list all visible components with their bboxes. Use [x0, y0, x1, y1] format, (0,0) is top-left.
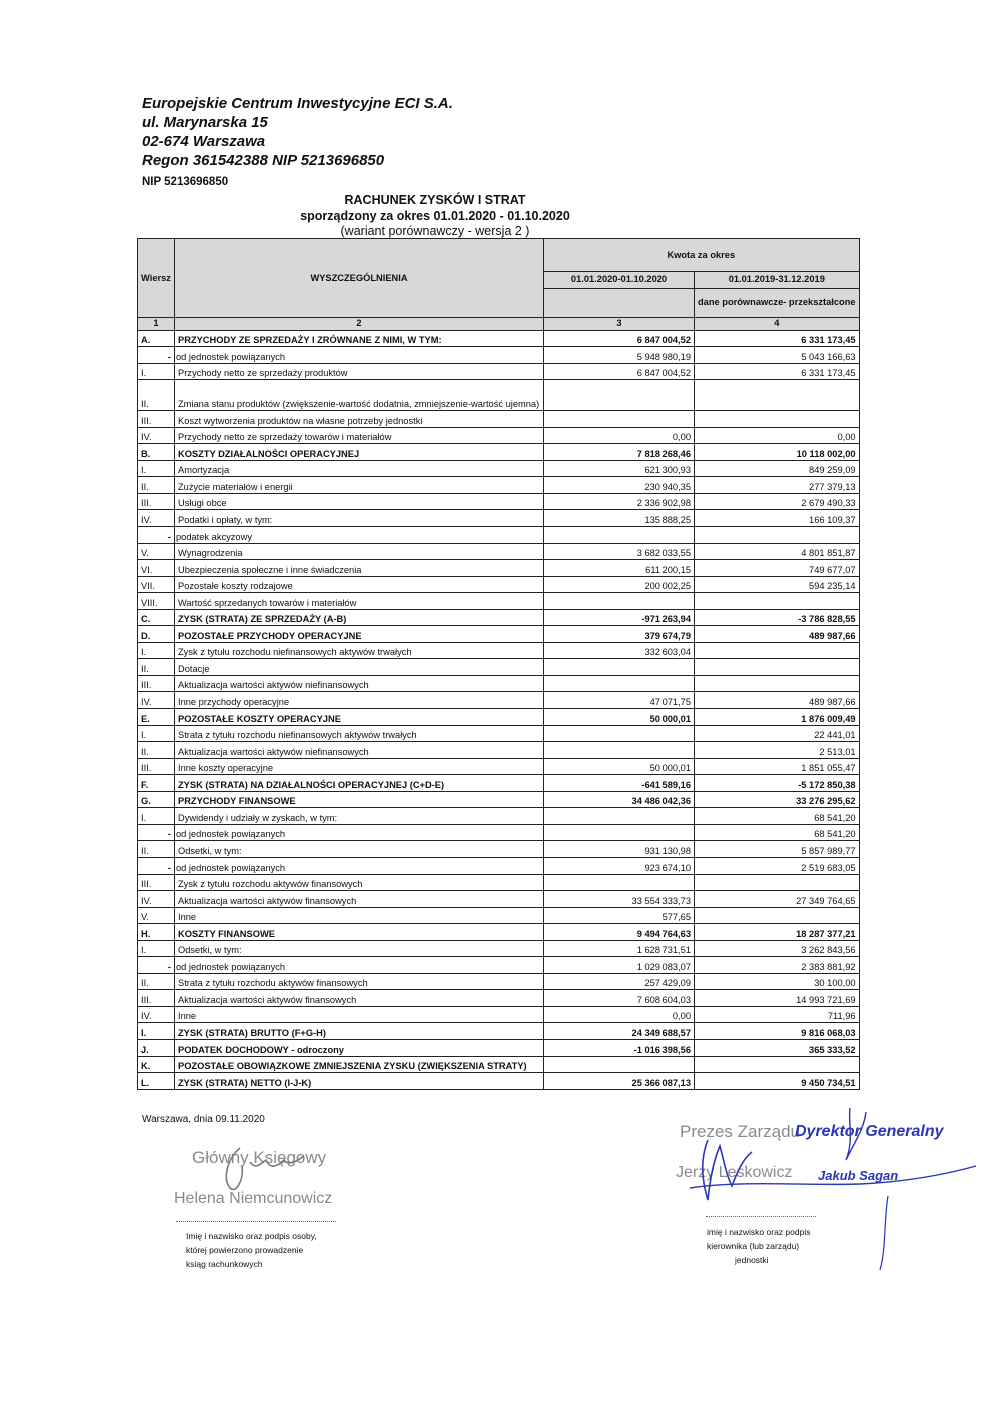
company-header — [142, 94, 453, 170]
row-value-current: 50 000,01 — [544, 709, 695, 726]
table-row — [138, 527, 860, 544]
row-description: Podatki i opłaty, w tym: — [175, 510, 544, 527]
row-value-previous: 365 333,52 — [695, 1039, 860, 1056]
row-value-current: 2 336 902,98 — [544, 493, 695, 510]
row-value-current: 621 300,93 — [544, 460, 695, 477]
row-id: - — [138, 347, 175, 364]
header-num-4: 4 — [695, 317, 860, 330]
row-description: Odsetki, w tym: — [175, 940, 544, 957]
statement-title: RACHUNEK ZYSKÓW I STRAT — [344, 193, 526, 207]
row-description: Przychody netto ze sprzedaży produktów — [175, 363, 544, 380]
table-row — [138, 1056, 860, 1073]
row-id: II. — [138, 973, 175, 990]
row-value-previous: 68 541,20 — [695, 808, 860, 825]
row-id: III. — [138, 411, 175, 428]
place-date: Warszawa, dnia 09.11.2020 — [142, 1114, 265, 1125]
row-id: V. — [138, 907, 175, 924]
table-row — [138, 609, 860, 626]
table-row — [138, 543, 860, 560]
table-row — [138, 891, 860, 908]
table-row — [138, 857, 860, 874]
row-value-previous: 18 287 377,21 — [695, 924, 860, 941]
table-row — [138, 907, 860, 924]
row-description: od jednostek powiązanych — [175, 957, 544, 974]
row-description: Zysk z tytułu rozchodu niefinansowych aktywów trwałych — [175, 642, 544, 659]
row-id: III. — [138, 874, 175, 891]
row-id: VIII. — [138, 593, 175, 610]
row-description: Usługi obce — [175, 493, 544, 510]
row-description: Wynagrodzenia — [175, 543, 544, 560]
row-id: L. — [138, 1073, 175, 1090]
table-row — [138, 477, 860, 494]
row-description: PRZYCHODY FINANSOWE — [175, 791, 544, 808]
row-value-current: 611 200,15 — [544, 560, 695, 577]
table-row — [138, 363, 860, 380]
row-id: II. — [138, 477, 175, 494]
row-description: POZOSTAŁE KOSZTY OPERACYJNE — [175, 709, 544, 726]
row-value-previous: 4 801 851,87 — [695, 543, 860, 560]
row-value-current: 34 486 042,36 — [544, 791, 695, 808]
row-value-previous — [695, 874, 860, 891]
row-description: Koszt wytworzenia produktów na własne potrzeby jednostki — [175, 411, 544, 428]
row-value-previous: 5 857 989,77 — [695, 841, 860, 858]
row-value-previous — [695, 527, 860, 544]
row-value-current: 7 608 604,03 — [544, 990, 695, 1007]
row-description: podatek akcyzowy — [175, 527, 544, 544]
row-description: Strata z tytułu rozchodu aktywów finansowych — [175, 973, 544, 990]
row-value-previous: 749 677,07 — [695, 560, 860, 577]
row-id: I. — [138, 808, 175, 825]
row-value-current: 3 682 033,55 — [544, 543, 695, 560]
table-row — [138, 874, 860, 891]
header-period-previous: 01.01.2019-31.12.2019 — [695, 272, 860, 289]
row-value-previous: 1 876 009,49 — [695, 709, 860, 726]
row-value-previous: 2 519 683,05 — [695, 857, 860, 874]
row-id: IV. — [138, 891, 175, 908]
row-description: Dywidendy i udziały w zyskach, w tym: — [175, 808, 544, 825]
company-nip: NIP 5213696850 — [142, 176, 229, 188]
row-id: I. — [138, 363, 175, 380]
row-value-current: 24 349 688,57 — [544, 1023, 695, 1040]
row-value-previous — [695, 593, 860, 610]
row-value-current — [544, 1056, 695, 1073]
table-row — [138, 841, 860, 858]
row-description: ZYSK (STRATA) ZE SPRZEDAŻY (A-B) — [175, 609, 544, 626]
row-id: A. — [138, 330, 175, 347]
row-value-current: 25 366 087,13 — [544, 1073, 695, 1090]
table-row — [138, 659, 860, 676]
row-id: I. — [138, 1023, 175, 1040]
row-value-previous — [695, 659, 860, 676]
row-description: Aktualizacja wartości aktywów finansowych — [175, 891, 544, 908]
president-name: Jerzy Leskowicz — [676, 1164, 793, 1181]
row-value-current: 9 494 764,63 — [544, 924, 695, 941]
row-value-current: 5 948 980,19 — [544, 347, 695, 364]
row-description: Przychody netto ze sprzedaży towarów i materiałów — [175, 427, 544, 444]
row-id: II. — [138, 659, 175, 676]
company-city: 02-674 Warszawa — [142, 133, 266, 150]
row-id: III. — [138, 675, 175, 692]
row-value-previous: 10 118 002,00 — [695, 444, 860, 461]
table-row — [138, 347, 860, 364]
header-num-1: 1 — [138, 317, 175, 330]
row-value-previous: 14 993 721,69 — [695, 990, 860, 1007]
table-row — [138, 709, 860, 726]
row-value-current: 0,00 — [544, 427, 695, 444]
row-value-current — [544, 725, 695, 742]
row-id: I. — [138, 460, 175, 477]
table-row — [138, 460, 860, 477]
table-row — [138, 725, 860, 742]
header-description: WYSZCZEGÓLNIENIA — [175, 239, 544, 318]
row-id: I. — [138, 642, 175, 659]
row-value-previous: 5 043 166,63 — [695, 347, 860, 364]
row-value-previous: 3 262 843,56 — [695, 940, 860, 957]
row-value-current: -971 263,94 — [544, 609, 695, 626]
row-description: Pozostałe koszty rodzajowe — [175, 576, 544, 593]
row-id: B. — [138, 444, 175, 461]
row-value-current: 6 847 004,52 — [544, 363, 695, 380]
row-value-previous: 711,96 — [695, 1006, 860, 1023]
header-num-2: 2 — [175, 317, 544, 330]
table-row — [138, 444, 860, 461]
table-row — [138, 1073, 860, 1090]
row-value-current — [544, 659, 695, 676]
row-description: Wartość sprzedanych towarów i materiałów — [175, 593, 544, 610]
row-description: Inne przychody operacyjne — [175, 692, 544, 709]
row-id: G. — [138, 791, 175, 808]
table-row — [138, 758, 860, 775]
row-id: III. — [138, 758, 175, 775]
row-value-previous: 33 276 295,62 — [695, 791, 860, 808]
row-value-current — [544, 808, 695, 825]
row-value-current: -1 016 398,56 — [544, 1039, 695, 1056]
table-row — [138, 1023, 860, 1040]
row-value-previous: -3 786 828,55 — [695, 609, 860, 626]
row-description: od jednostek powiązanych — [175, 857, 544, 874]
row-value-previous — [695, 411, 860, 428]
row-description: Aktualizacja wartości aktywów finansowych — [175, 990, 544, 1007]
row-description: Strata z tytułu rozchodu niefinansowych aktywów trwałych — [175, 725, 544, 742]
row-value-previous: 68 541,20 — [695, 824, 860, 841]
table-row — [138, 493, 860, 510]
row-value-current: 135 888,25 — [544, 510, 695, 527]
row-description: Ubezpieczenia społeczne i inne świadczenia — [175, 560, 544, 577]
row-id: II. — [138, 380, 175, 411]
row-description: Amortyzacja — [175, 460, 544, 477]
row-id: I. — [138, 940, 175, 957]
row-value-current: 200 002,25 — [544, 576, 695, 593]
row-value-previous: 6 331 173,45 — [695, 363, 860, 380]
table-row — [138, 380, 860, 411]
table-row — [138, 330, 860, 347]
management-caption: imię i nazwisko oraz podpis kierownika (lub zarządu) jednostki — [707, 1227, 811, 1265]
row-id: H. — [138, 924, 175, 941]
row-value-current: 257 429,09 — [544, 973, 695, 990]
table-row — [138, 1039, 860, 1056]
row-value-previous — [695, 642, 860, 659]
row-value-current — [544, 411, 695, 428]
row-description: PODATEK DOCHODOWY - odroczony — [175, 1039, 544, 1056]
company-regon-nip: Regon 361542388 NIP 5213696850 — [142, 152, 385, 169]
table-row — [138, 775, 860, 792]
table-row — [138, 791, 860, 808]
row-description: Dotacje — [175, 659, 544, 676]
table-row — [138, 924, 860, 941]
row-value-previous — [695, 907, 860, 924]
accountant-caption: Imię i nazwisko oraz podpis osoby, której powierzono prowadzenie ksiąg rachunkowych — [186, 1231, 317, 1269]
company-street: ul. Marynarska 15 — [142, 114, 268, 131]
row-id: F. — [138, 775, 175, 792]
row-id: - — [138, 857, 175, 874]
row-description: ZYSK (STRATA) NA DZIAŁALNOŚCI OPERACYJNEJ (C+D-E) — [175, 775, 544, 792]
row-value-current — [544, 742, 695, 759]
row-value-current: 931 130,98 — [544, 841, 695, 858]
table-row — [138, 692, 860, 709]
row-id: J. — [138, 1039, 175, 1056]
row-id: VI. — [138, 560, 175, 577]
row-description: POZOSTAŁE OBOWIĄZKOWE ZMNIEJSZENIA ZYSKU (ZWIĘKSZENIA STRATY) — [175, 1056, 544, 1073]
row-value-previous: 2 679 490,33 — [695, 493, 860, 510]
table-row — [138, 626, 860, 643]
table-row — [138, 510, 860, 527]
row-value-current — [544, 874, 695, 891]
table-row — [138, 973, 860, 990]
table-row — [138, 593, 860, 610]
row-value-previous — [695, 1056, 860, 1073]
management-signature-line — [706, 1216, 816, 1217]
header-amount: Kwota za okres — [544, 239, 860, 272]
row-value-current: 577,65 — [544, 907, 695, 924]
row-value-previous: 2 383 881,92 — [695, 957, 860, 974]
row-description: Inne — [175, 1006, 544, 1023]
statement-variant: (wariant porównawczy - wersja 2 ) — [340, 224, 530, 238]
row-value-current — [544, 593, 695, 610]
row-value-current: 923 674,10 — [544, 857, 695, 874]
header-period-current: 01.01.2020-01.10.2020 — [544, 272, 695, 289]
row-description: Zużycie materiałów i energii — [175, 477, 544, 494]
row-description: KOSZTY DZIAŁALNOŚCI OPERACYJNEJ — [175, 444, 544, 461]
row-description: ZYSK (STRATA) NETTO (I-J-K) — [175, 1073, 544, 1090]
table-row — [138, 427, 860, 444]
row-value-current — [544, 527, 695, 544]
accountant-name: Helena Niemcunowicz — [174, 1190, 333, 1207]
row-id: I. — [138, 725, 175, 742]
row-value-current: 7 818 268,46 — [544, 444, 695, 461]
table-row — [138, 642, 860, 659]
income-statement-table — [137, 238, 860, 1090]
row-value-previous: 9 450 734,51 — [695, 1073, 860, 1090]
row-id: K. — [138, 1056, 175, 1073]
company-name: Europejskie Centrum Inwestycyjne ECI S.A. — [142, 95, 453, 112]
row-value-previous: 9 816 068,03 — [695, 1023, 860, 1040]
row-value-current: 1 628 731,51 — [544, 940, 695, 957]
row-id: IV. — [138, 692, 175, 709]
table-row — [138, 1006, 860, 1023]
row-id: D. — [138, 626, 175, 643]
row-value-previous: 22 441,01 — [695, 725, 860, 742]
row-id: V. — [138, 543, 175, 560]
president-role: Prezes Zarządu — [680, 1122, 800, 1141]
row-id: IV. — [138, 427, 175, 444]
row-value-current — [544, 675, 695, 692]
row-description: Inne — [175, 907, 544, 924]
row-description: Odsetki, w tym: — [175, 841, 544, 858]
row-description: od jednostek powiązanych — [175, 824, 544, 841]
row-description: Zysk z tytułu rozchodu aktywów finansowych — [175, 874, 544, 891]
row-value-current: 230 940,35 — [544, 477, 695, 494]
row-id: III. — [138, 493, 175, 510]
row-id: II. — [138, 742, 175, 759]
row-value-previous: 849 259,09 — [695, 460, 860, 477]
row-value-previous: 2 513,01 — [695, 742, 860, 759]
statement-period: sporządzony za okres 01.01.2020 - 01.10.2020 — [300, 209, 570, 223]
row-description: ZYSK (STRATA) BRUTTO (F+G-H) — [175, 1023, 544, 1040]
director-role: Dyrektor Generalny — [795, 1123, 944, 1140]
row-value-previous: 30 100,00 — [695, 973, 860, 990]
row-value-current: 50 000,01 — [544, 758, 695, 775]
row-description: KOSZTY FINANSOWE — [175, 924, 544, 941]
row-value-current — [544, 824, 695, 841]
row-value-previous — [695, 675, 860, 692]
row-value-previous: 1 851 055,47 — [695, 758, 860, 775]
table-row — [138, 411, 860, 428]
row-description: Aktualizacja wartości aktywów niefinansowych — [175, 675, 544, 692]
table-row — [138, 576, 860, 593]
row-id: II. — [138, 841, 175, 858]
row-value-previous — [695, 380, 860, 411]
accountant-role: Główny Księgowy — [192, 1148, 327, 1167]
table-row — [138, 675, 860, 692]
row-description: POZOSTAŁE PRZYCHODY OPERACYJNE — [175, 626, 544, 643]
row-id: - — [138, 957, 175, 974]
row-id: E. — [138, 709, 175, 726]
header-row-number: Wiersz — [138, 239, 175, 318]
row-value-current: -641 589,16 — [544, 775, 695, 792]
accountant-signature-line — [176, 1221, 336, 1222]
table-row — [138, 990, 860, 1007]
row-value-previous: -5 172 850,38 — [695, 775, 860, 792]
header-num-3: 3 — [544, 317, 695, 330]
table-row — [138, 742, 860, 759]
row-id: C. — [138, 609, 175, 626]
row-description: PRZYCHODY ZE SPRZEDAŻY I ZRÓWNANE Z NIMI, W TYM: — [175, 330, 544, 347]
row-value-current: 332 603,04 — [544, 642, 695, 659]
table-row — [138, 957, 860, 974]
table-row — [138, 940, 860, 957]
row-value-previous: 166 109,37 — [695, 510, 860, 527]
director-name: Jakub Sagan — [818, 1168, 899, 1183]
row-value-previous: 277 379,13 — [695, 477, 860, 494]
row-id: IV. — [138, 1006, 175, 1023]
row-value-previous: 6 331 173,45 — [695, 330, 860, 347]
row-id: III. — [138, 990, 175, 1007]
row-value-previous: 27 349 764,65 — [695, 891, 860, 908]
table-row — [138, 808, 860, 825]
row-id: VII. — [138, 576, 175, 593]
header-blank — [544, 288, 695, 317]
row-value-previous: 489 987,66 — [695, 626, 860, 643]
table-row — [138, 560, 860, 577]
row-value-current: 379 674,79 — [544, 626, 695, 643]
row-value-current: 0,00 — [544, 1006, 695, 1023]
row-value-current — [544, 380, 695, 411]
row-value-previous: 0,00 — [695, 427, 860, 444]
row-value-current: 33 554 333,73 — [544, 891, 695, 908]
header-note: dane porównawcze- przekształcone — [695, 288, 860, 317]
row-value-current: 6 847 004,52 — [544, 330, 695, 347]
row-value-current: 47 071,75 — [544, 692, 695, 709]
row-description: od jednostek powiązanych — [175, 347, 544, 364]
row-id: - — [138, 824, 175, 841]
row-value-current: 1 029 083,07 — [544, 957, 695, 974]
row-description: Zmiana stanu produktów (zwiększenie-wartość dodatnia, zmniejszenie-wartość ujemna) — [175, 380, 544, 411]
table-row — [138, 824, 860, 841]
row-id: - — [138, 527, 175, 544]
row-value-previous: 489 987,66 — [695, 692, 860, 709]
row-id: IV. — [138, 510, 175, 527]
row-description: Aktualizacja wartości aktywów niefinansowych — [175, 742, 544, 759]
row-description: Inne koszty operacyjne — [175, 758, 544, 775]
row-value-previous: 594 235,14 — [695, 576, 860, 593]
